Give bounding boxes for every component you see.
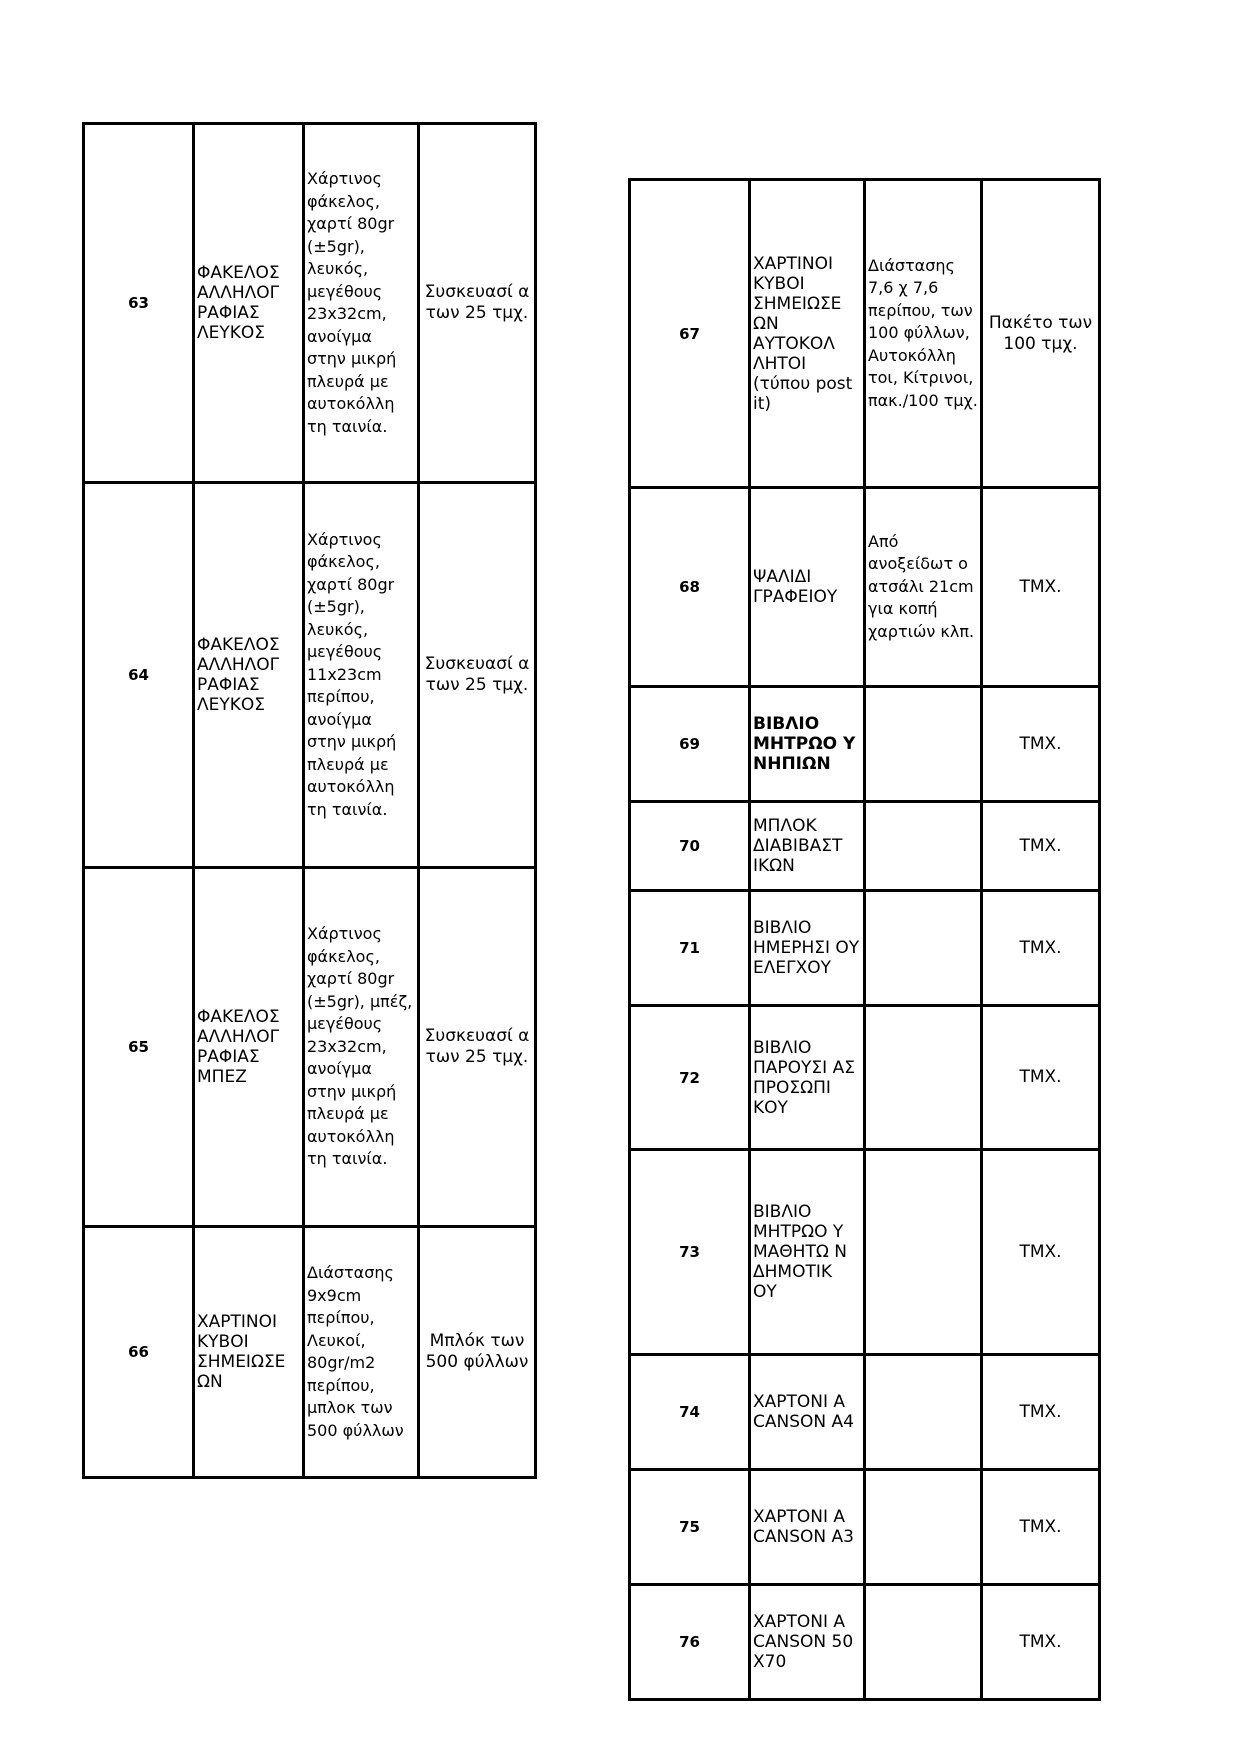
item-unit: ΤΜΧ. xyxy=(982,1585,1100,1700)
item-unit: ΤΜΧ. xyxy=(982,891,1100,1006)
item-number: 63 xyxy=(84,124,194,483)
item-description: Χάρτινος φάκελος, χαρτί 80gr (±5gr), λευκός, μεγέθους 11x23cm περίπου, ανοίγμα στην μικρή πλευρά με αυτοκόλλη τη ταινία. xyxy=(304,483,419,868)
item-number: 67 xyxy=(630,180,750,488)
item-description xyxy=(865,1470,982,1585)
item-number: 70 xyxy=(630,802,750,891)
item-unit: Πακέτο των 100 τμχ. xyxy=(982,180,1100,488)
products-table-right xyxy=(628,178,1101,1701)
item-number: 71 xyxy=(630,891,750,1006)
table-row xyxy=(84,124,536,483)
item-name: ΦΑΚΕΛΟΣ ΑΛΛΗΛΟΓ ΡΑΦΙΑΣ ΛΕΥΚΟΣ xyxy=(194,483,304,868)
table-row xyxy=(630,180,1100,488)
item-description xyxy=(865,1355,982,1470)
item-name: ΒΙΒΛΙΟ ΜΗΤΡΩΟ Υ ΝΗΠΙΩΝ xyxy=(750,687,865,802)
item-number: 76 xyxy=(630,1585,750,1700)
item-name: ΜΠΛΟΚ ΔΙΑΒΙΒΑΣΤ ΙΚΩΝ xyxy=(750,802,865,891)
item-name: ΧΑΡΤΙΝΟΙ ΚΥΒΟΙ ΣΗΜΕΙΩΣΕ ΩΝ ΑΥΤΟΚΟΛ ΛΗΤΟΙ (τύπου post it) xyxy=(750,180,865,488)
item-name: ΨΑΛΙΔΙ ΓΡΑΦΕΙΟΥ xyxy=(750,488,865,687)
item-description xyxy=(865,1585,982,1700)
table-row xyxy=(630,1006,1100,1150)
item-description xyxy=(865,802,982,891)
item-description: Διάστασης 7,6 χ 7,6 περίπου, των 100 φύλλων, Αυτοκόλλη τοι, Κίτρινοι, πακ./100 τμχ. xyxy=(865,180,982,488)
table-row xyxy=(630,1470,1100,1585)
table-row xyxy=(84,868,536,1227)
item-number: 68 xyxy=(630,488,750,687)
item-unit: ΤΜΧ. xyxy=(982,1006,1100,1150)
table-row xyxy=(630,891,1100,1006)
item-unit: ΤΜΧ. xyxy=(982,1355,1100,1470)
table-row xyxy=(630,488,1100,687)
item-number: 65 xyxy=(84,868,194,1227)
item-description xyxy=(865,891,982,1006)
item-name: ΧΑΡΤΟΝΙ Α CANSON Α4 xyxy=(750,1355,865,1470)
item-number: 75 xyxy=(630,1470,750,1585)
item-number: 69 xyxy=(630,687,750,802)
item-unit: ΤΜΧ. xyxy=(982,687,1100,802)
item-unit: ΤΜΧ. xyxy=(982,1150,1100,1355)
item-number: 72 xyxy=(630,1006,750,1150)
item-name: ΦΑΚΕΛΟΣ ΑΛΛΗΛΟΓ ΡΑΦΙΑΣ ΜΠΕΖ xyxy=(194,868,304,1227)
item-name: ΒΙΒΛΙΟ ΗΜΕΡΗΣΙ ΟΥ ΕΛΕΓΧΟΥ xyxy=(750,891,865,1006)
table-row xyxy=(84,483,536,868)
item-unit: ΤΜΧ. xyxy=(982,488,1100,687)
table-row xyxy=(630,1585,1100,1700)
item-description: Διάστασης 9x9cm περίπου, Λευκοί, 80gr/m2 περίπου, μπλοκ των 500 φύλλων xyxy=(304,1227,419,1478)
item-description xyxy=(865,1006,982,1150)
item-description: Χάρτινος φάκελος, χαρτί 80gr (±5gr), λευκός, μεγέθους 23x32cm, ανοίγμα στην μικρή πλευρά με αυτοκόλλη τη ταινία. xyxy=(304,124,419,483)
item-unit: Μπλόκ των 500 φύλλων xyxy=(419,1227,536,1478)
item-number: 66 xyxy=(84,1227,194,1478)
item-unit: Συσκευασί α των 25 τμχ. xyxy=(419,483,536,868)
item-name: ΧΑΡΤΙΝΟΙ ΚΥΒΟΙ ΣΗΜΕΙΩΣΕ ΩΝ xyxy=(194,1227,304,1478)
item-unit: Συσκευασί α των 25 τμχ. xyxy=(419,124,536,483)
table-row xyxy=(630,1355,1100,1470)
item-number: 73 xyxy=(630,1150,750,1355)
item-description: Χάρτινος φάκελος, χαρτί 80gr (±5gr), μπέζ, μεγέθους 23x32cm, ανοίγμα στην μικρή πλευρά με αυτοκόλλη τη ταινία. xyxy=(304,868,419,1227)
products-table-left xyxy=(82,122,537,1479)
item-name: ΒΙΒΛΙΟ ΜΗΤΡΩΟ Υ ΜΑΘΗΤΩ Ν ΔΗΜΟΤΙΚ ΟΥ xyxy=(750,1150,865,1355)
item-number: 74 xyxy=(630,1355,750,1470)
table-row xyxy=(84,1227,536,1478)
item-unit: ΤΜΧ. xyxy=(982,1470,1100,1585)
item-unit: ΤΜΧ. xyxy=(982,802,1100,891)
item-description xyxy=(865,687,982,802)
item-name: ΦΑΚΕΛΟΣ ΑΛΛΗΛΟΓ ΡΑΦΙΑΣ ΛΕΥΚΟΣ xyxy=(194,124,304,483)
item-description xyxy=(865,1150,982,1355)
table-row xyxy=(630,1150,1100,1355)
table-row xyxy=(630,687,1100,802)
table-row xyxy=(630,802,1100,891)
item-name: ΧΑΡΤΟΝΙ Α CANSON 50 Χ70 xyxy=(750,1585,865,1700)
item-description: Από ανοξείδωτ ο ατσάλι 21cm για κοπή χαρτιών κλπ. xyxy=(865,488,982,687)
item-name: ΒΙΒΛΙΟ ΠΑΡΟΥΣΙ ΑΣ ΠΡΟΣΩΠΙ ΚΟΥ xyxy=(750,1006,865,1150)
item-unit: Συσκευασί α των 25 τμχ. xyxy=(419,868,536,1227)
item-number: 64 xyxy=(84,483,194,868)
item-name: ΧΑΡΤΟΝΙ Α CANSON Α3 xyxy=(750,1470,865,1585)
